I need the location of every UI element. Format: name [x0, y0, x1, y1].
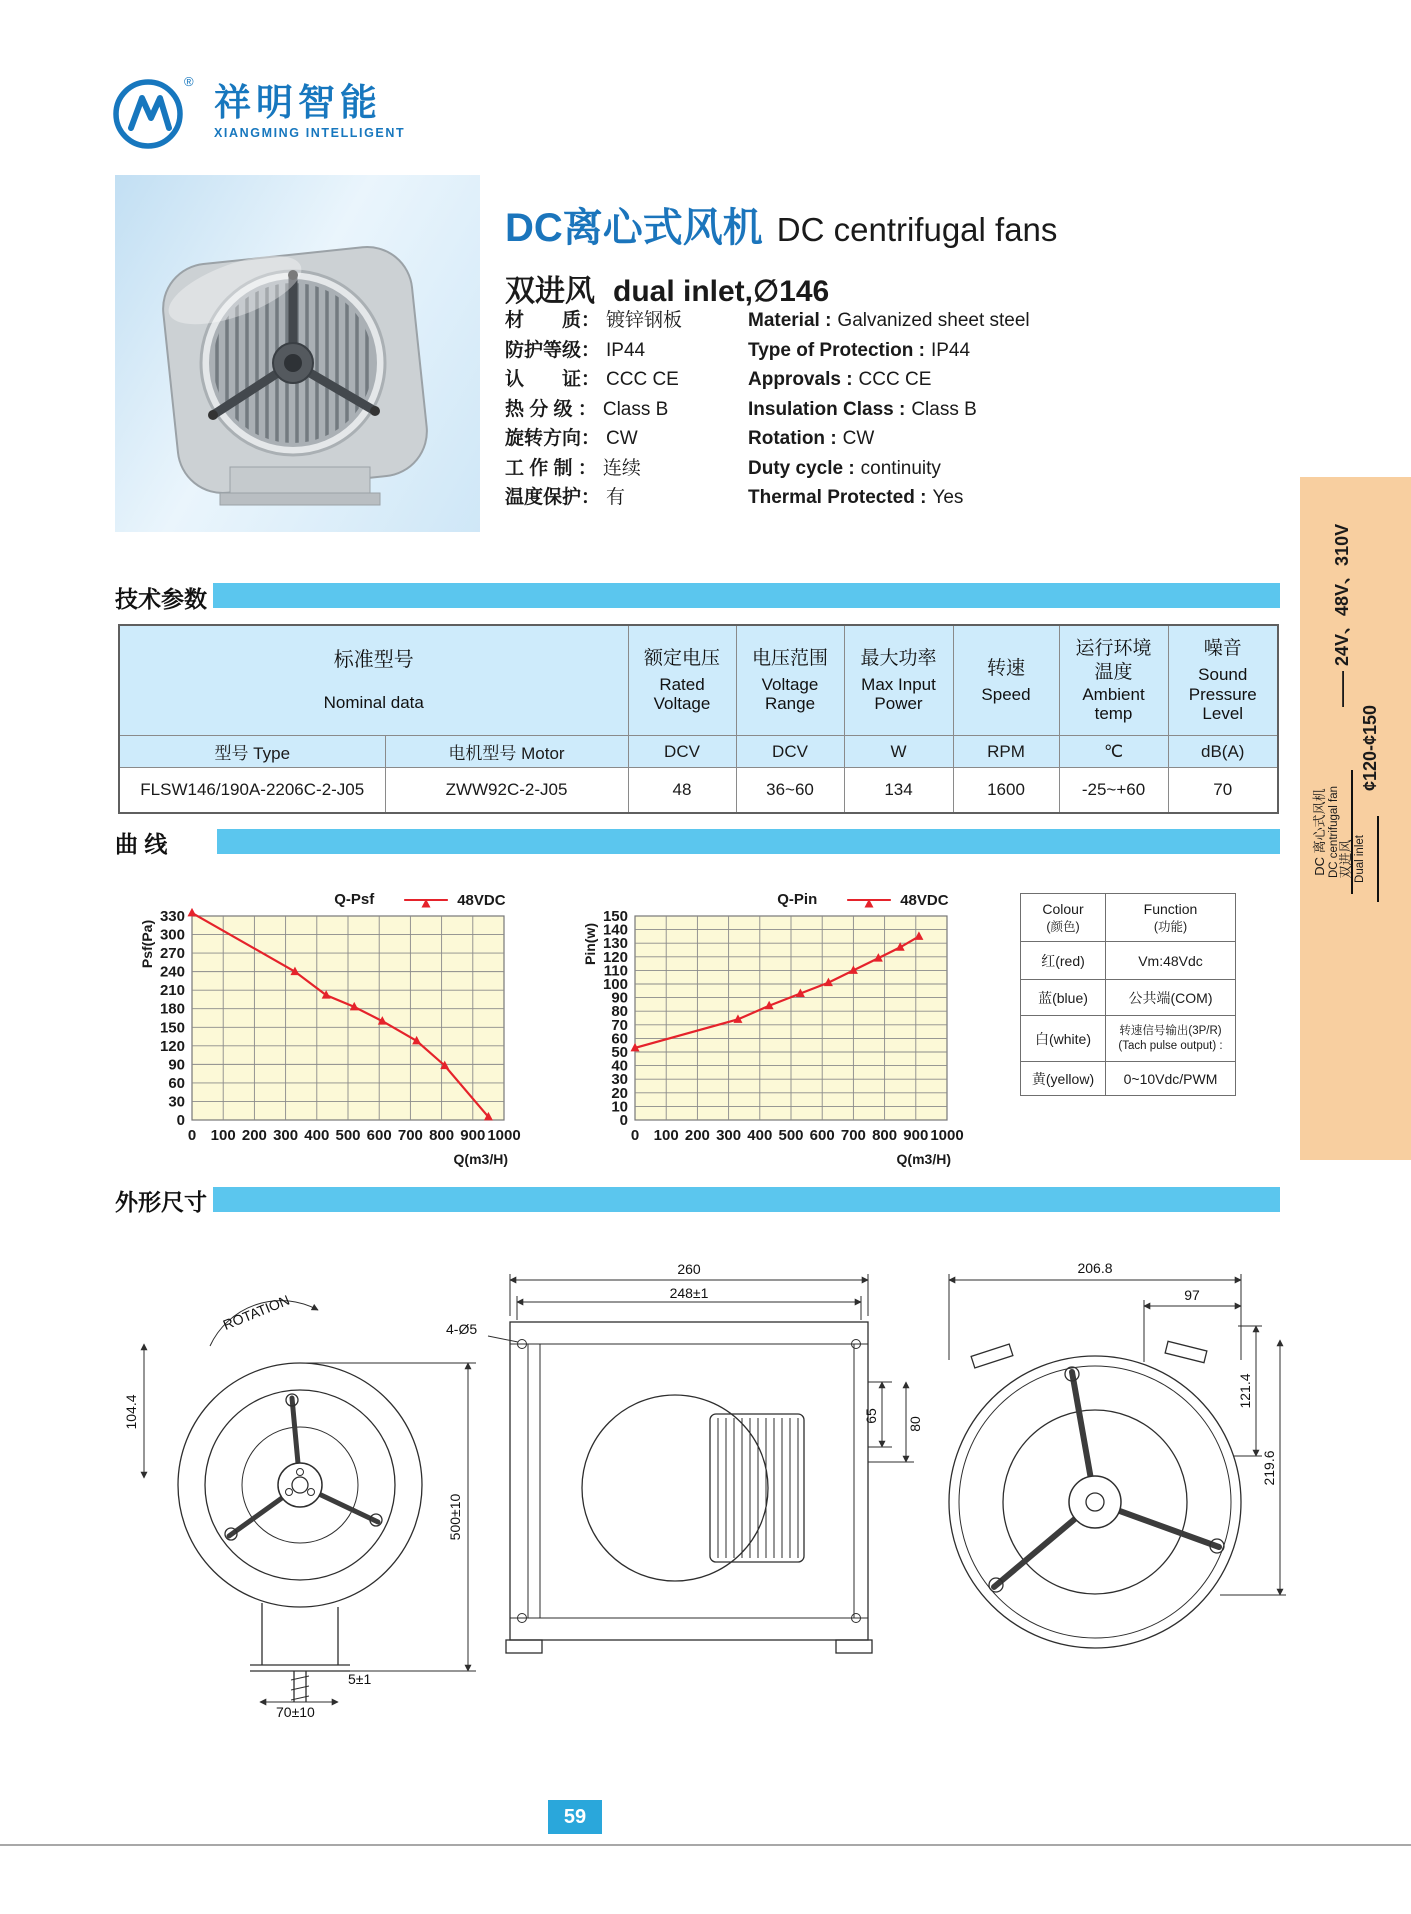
company-logo — [108, 68, 405, 156]
col-header: 电压范围 Voltage Range — [736, 625, 844, 736]
svg-text:70: 70 — [611, 1016, 628, 1034]
svg-text:200: 200 — [241, 1127, 267, 1144]
wire-header-function: Function (功能) — [1106, 894, 1236, 942]
cell-value: -25~+60 — [1059, 768, 1168, 814]
unit-cell: ℃ — [1059, 736, 1168, 768]
svg-text:10: 10 — [611, 1098, 628, 1116]
svg-text:110: 110 — [603, 962, 628, 980]
unit-cell: DCV — [628, 736, 736, 768]
svg-text:270: 270 — [159, 945, 185, 963]
svg-text:20: 20 — [611, 1084, 628, 1102]
svg-text:0: 0 — [187, 1127, 197, 1144]
spec-row: Insulation Class : Class B — [748, 398, 977, 420]
svg-text:800: 800 — [429, 1127, 455, 1144]
title-cn: DC离心式风机 — [505, 206, 763, 250]
col-header: 额定电压 Rated Voltage — [628, 625, 736, 736]
drawing-front-view — [446, 1261, 923, 1653]
svg-text:200: 200 — [684, 1127, 710, 1144]
svg-text:800: 800 — [872, 1127, 898, 1144]
sub-header-motor: 电机型号 Motor — [385, 736, 628, 768]
svg-text:Q-Pin: Q-Pin — [777, 891, 818, 908]
section-title-curves: 曲 线 — [115, 831, 168, 857]
spec-row: Material : Galvanized sheet steel — [748, 310, 1030, 331]
svg-text:400: 400 — [747, 1127, 773, 1144]
svg-text:0: 0 — [176, 1112, 185, 1129]
spec-row: 旋转方向： CW — [505, 428, 638, 449]
col-header: 最大功率 Max Input Power — [844, 625, 953, 736]
spec-row: 热 分 级 ： Class B — [505, 398, 669, 420]
logo-mark-icon — [108, 68, 200, 156]
rotation-label: ROTATION — [220, 1291, 292, 1333]
section-title-dimensions: 外形尺寸 — [115, 1189, 207, 1215]
svg-text:Psf(Pa): Psf(Pa) — [139, 919, 155, 969]
svg-text:500: 500 — [335, 1127, 361, 1144]
dim-70: 70±10 — [276, 1704, 315, 1720]
wire-color-table — [1020, 893, 1236, 1096]
svg-text:48VDC: 48VDC — [457, 892, 506, 909]
svg-text:500: 500 — [778, 1127, 804, 1144]
spec-row: 防护等级： IP44 — [505, 339, 646, 361]
subtitle-cn: 双进风 — [505, 275, 595, 308]
dim-500: 500±10 — [447, 1493, 463, 1541]
dimension-drawings — [110, 1250, 1290, 1720]
svg-text:180: 180 — [159, 1000, 185, 1018]
unit-cell: dB(A) — [1168, 736, 1278, 768]
svg-text:900: 900 — [460, 1127, 486, 1144]
svg-text:60: 60 — [168, 1074, 185, 1092]
svg-text:240: 240 — [159, 963, 185, 981]
svg-text:40: 40 — [611, 1057, 628, 1075]
sidebar-voltage-range: —— 24V、48V、310V — [1332, 523, 1352, 707]
dim-248: 248±1 — [669, 1285, 709, 1301]
spec-row: Type of Protection : IP44 — [748, 339, 971, 361]
spec-row: Duty cycle : continuity — [748, 457, 941, 479]
subtitle-en: dual inlet,∅146 — [613, 275, 830, 308]
wire-header-colour: Colour (颜色) — [1021, 894, 1106, 942]
svg-text:600: 600 — [366, 1127, 392, 1144]
table-row — [119, 768, 1278, 814]
unit-cell: W — [844, 736, 953, 768]
cell-value: 134 — [844, 768, 953, 814]
cell-motor: ZWW92C-2-J05 — [385, 768, 628, 814]
spec-row: Rotation : CW — [748, 428, 875, 449]
dim-holes: 4-Ø5 — [446, 1321, 478, 1337]
sidebar-diameter-range: ¢120-¢150 — [1360, 704, 1380, 792]
chart-q-pin — [573, 878, 993, 1178]
section-bar — [213, 1187, 1280, 1212]
svg-text:50: 50 — [611, 1044, 628, 1061]
svg-text:120: 120 — [159, 1037, 185, 1055]
svg-text:0: 0 — [630, 1127, 640, 1144]
svg-text:700: 700 — [840, 1127, 866, 1144]
spec-list-en — [748, 306, 1030, 513]
svg-text:0: 0 — [619, 1112, 628, 1129]
wire-row: 蓝(blue) 公共端(COM) — [1021, 980, 1236, 1016]
fan-product-image — [115, 175, 480, 532]
dim-206: 206.8 — [1077, 1260, 1113, 1276]
svg-text:300: 300 — [159, 926, 185, 944]
svg-text:60: 60 — [611, 1030, 628, 1048]
dim-80: 80 — [907, 1416, 923, 1432]
svg-text:100: 100 — [653, 1127, 679, 1144]
svg-text:30: 30 — [168, 1093, 185, 1111]
dim-65: 65 — [863, 1408, 879, 1424]
dim-260: 260 — [677, 1261, 701, 1277]
brand-name-en: XIANGMING INTELLIGENT — [214, 125, 406, 140]
svg-text:300: 300 — [273, 1127, 299, 1144]
wire-row: 白(white) 转速信号输出(3P/R) (Tach pulse output) : — [1021, 1016, 1236, 1062]
section-title-tech-params: 技术参数 — [115, 586, 207, 612]
footer-rule — [0, 1844, 1411, 1846]
spec-row: 认 证： CCC CE — [505, 369, 679, 390]
spec-row: 材 质： 镀锌钢板 — [505, 310, 683, 331]
svg-text:150: 150 — [602, 908, 628, 925]
cell-type: FLSW146/190A-2206C-2-J05 — [119, 768, 385, 814]
svg-text:140: 140 — [602, 921, 628, 939]
section-bar — [213, 583, 1280, 608]
table-group-header: 标准型号 Nominal data — [119, 625, 628, 736]
spec-list-cn — [505, 306, 682, 513]
svg-text:30: 30 — [611, 1071, 628, 1089]
svg-text:300: 300 — [716, 1127, 742, 1144]
svg-text:900: 900 — [903, 1127, 929, 1144]
dim-104: 104.4 — [123, 1394, 139, 1430]
svg-text:210: 210 — [159, 982, 185, 1000]
registered-mark: ® — [184, 74, 194, 89]
spec-row: Approvals : CCC CE — [748, 369, 932, 390]
spec-row: 温度保护： 有 — [505, 487, 626, 508]
svg-text:130: 130 — [602, 935, 628, 953]
svg-text:600: 600 — [809, 1127, 835, 1144]
sidebar-category-2: 双进风 Dual inlet — [1339, 816, 1379, 902]
dim-97: 97 — [1184, 1287, 1200, 1303]
svg-text:90: 90 — [611, 989, 628, 1007]
wire-row: 红(red) Vm:48Vdc — [1021, 942, 1236, 980]
svg-text:1000: 1000 — [930, 1127, 964, 1144]
page-subtitle — [505, 266, 829, 310]
svg-text:100: 100 — [602, 976, 628, 993]
chart-q-psf — [130, 878, 550, 1178]
cell-value: 70 — [1168, 768, 1278, 814]
svg-text:Pin(w): Pin(w) — [582, 923, 598, 965]
svg-text:48VDC: 48VDC — [900, 892, 949, 909]
svg-text:330: 330 — [159, 908, 185, 925]
dim-5: 5±1 — [348, 1671, 372, 1687]
drawing-opposite-side-view — [949, 1260, 1286, 1648]
cell-value: 48 — [628, 768, 736, 814]
page-title — [505, 196, 1057, 253]
spec-row: 工 作 制 ： 连续 — [505, 457, 641, 479]
cell-value: 36~60 — [736, 768, 844, 814]
col-header: 噪音 Sound Pressure Level — [1168, 625, 1278, 736]
svg-text:80: 80 — [611, 1003, 628, 1021]
spec-row: Thermal Protected : Yes — [748, 487, 964, 508]
unit-cell: RPM — [953, 736, 1059, 768]
product-photo-panel — [115, 175, 480, 532]
drawing-side-view — [123, 1292, 476, 1720]
svg-text:1000: 1000 — [487, 1127, 521, 1144]
col-header: 转速 Speed — [953, 625, 1059, 736]
section-bar — [217, 829, 1280, 854]
brand-name-cn: 祥明智能 — [214, 82, 382, 124]
svg-text:700: 700 — [397, 1127, 423, 1144]
unit-cell: DCV — [736, 736, 844, 768]
svg-text:Q(m3/H): Q(m3/H) — [453, 1151, 508, 1167]
wire-row: 黄(yellow) 0~10Vdc/PWM — [1021, 1062, 1236, 1096]
svg-text:90: 90 — [168, 1056, 185, 1074]
svg-text:100: 100 — [210, 1127, 236, 1144]
cell-value: 1600 — [953, 768, 1059, 814]
sub-header-type: 型号 Type — [119, 736, 385, 768]
sidebar-category-1: DC 离心式风机 DC centrifugal fan — [1313, 770, 1353, 894]
dim-219: 219.6 — [1261, 1450, 1277, 1486]
svg-text:120: 120 — [602, 948, 628, 966]
dim-121: 121.4 — [1237, 1373, 1253, 1409]
title-en: DC centrifugal fans — [776, 211, 1058, 248]
svg-text:Q-Psf: Q-Psf — [334, 891, 375, 908]
svg-text:150: 150 — [159, 1019, 185, 1037]
svg-text:Q(m3/H): Q(m3/H) — [896, 1151, 951, 1167]
svg-text:400: 400 — [304, 1127, 330, 1144]
tech-params-table — [118, 624, 1279, 814]
col-header: 运行环境 温度 Ambient temp — [1059, 625, 1168, 736]
page-number-badge: 59 — [548, 1800, 602, 1834]
